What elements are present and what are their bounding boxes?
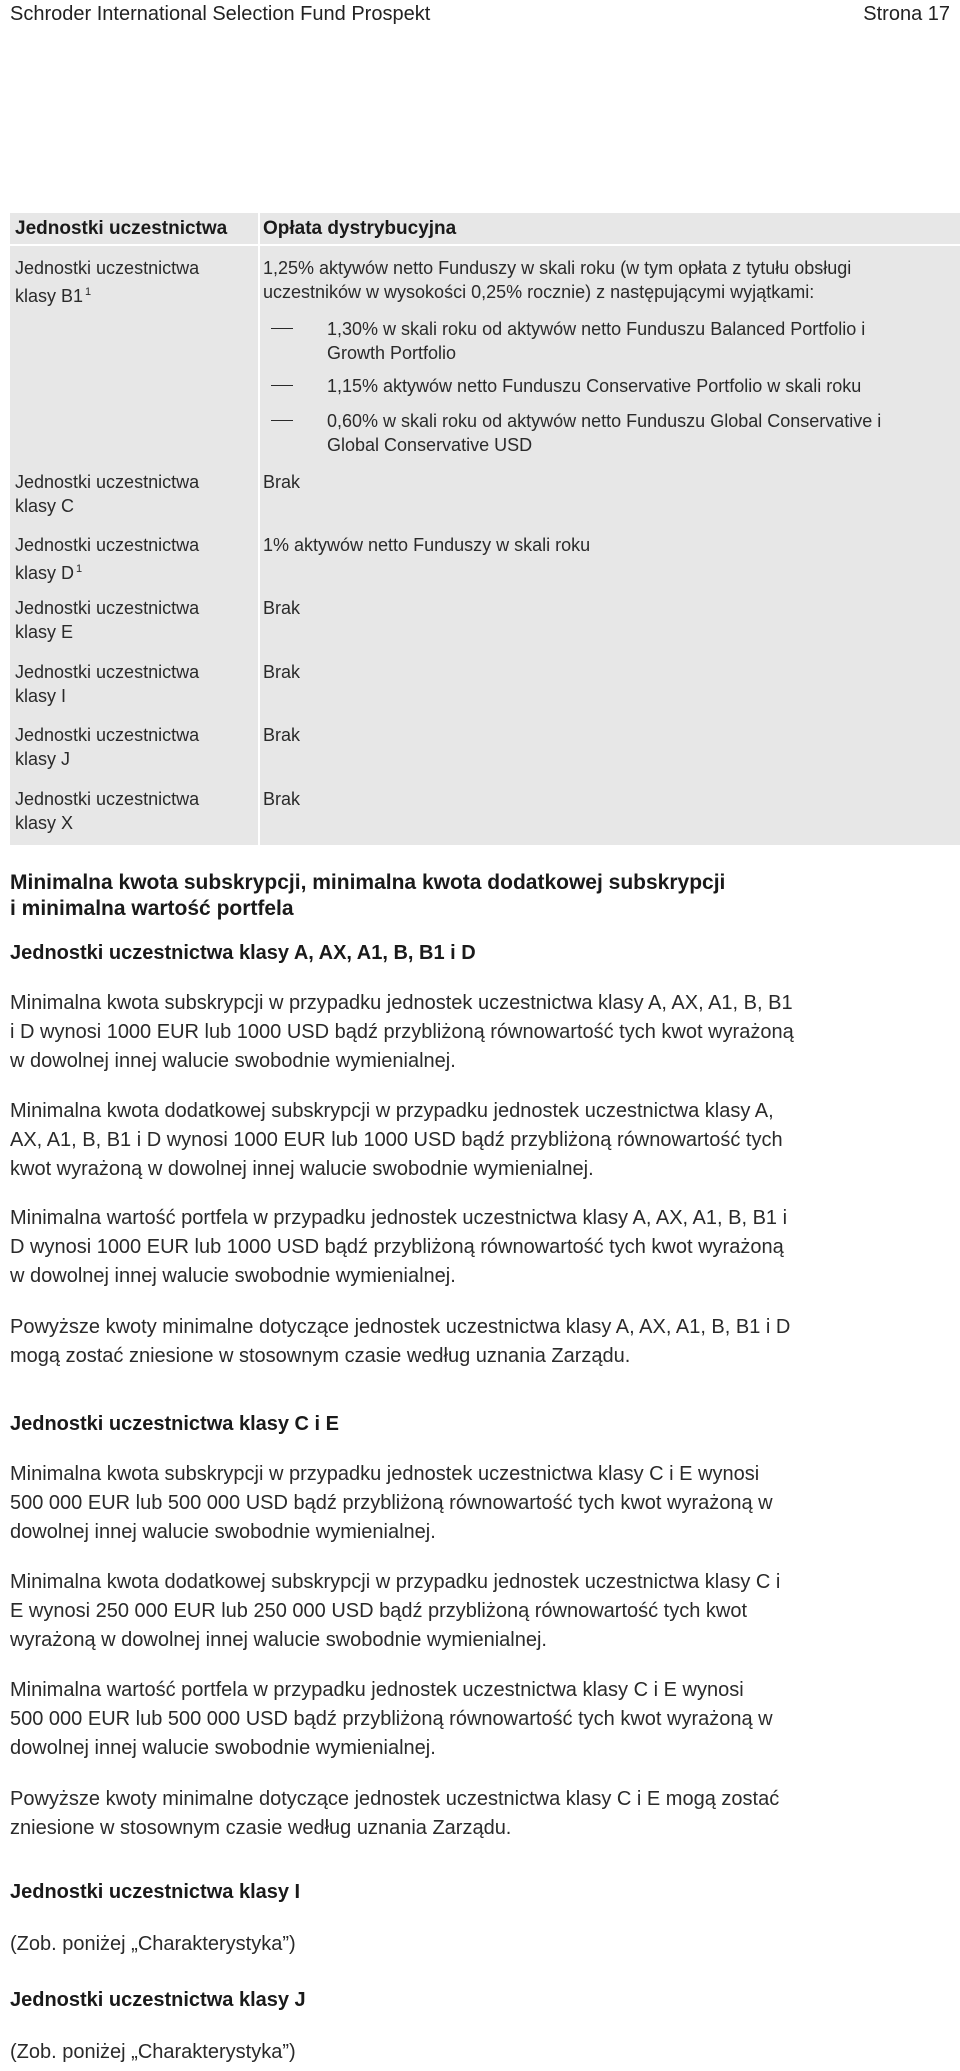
footnote-marker: 1 (76, 563, 83, 575)
fee-value: Brak (263, 789, 301, 809)
paragraph: Minimalna kwota subskrypcji w przypadku jednostek uczestnictwa klasy C i E wynosi 500 000 EUR lub 500 000 USD bądź przybliżoną równowartość tych kwot wyrażoną w dowolnej innej walucie swobodnie wymienialnej. (10, 1463, 773, 1543)
fee-value: Brak (263, 662, 301, 682)
share-class-label: Jednostki uczestnictwa klasy C (15, 472, 200, 516)
fee-value: Brak (263, 725, 301, 745)
share-class-label: Jednostki uczestnictwa klasy B1 $^1$ (15, 258, 200, 306)
subsection-title-j: Jednostki uczestnictwa klasy J (10, 1989, 306, 2011)
paragraph: Minimalna wartość portfela w przypadku jednostek uczestnictwa klasy A, AX, A1, B, B1 i D wynosi 1000 EUR lub 1000 USD bądź przybliżoną równowartość tych kwot wyrażoną w dowolnej innej walucie swobodnie wymienialnej. (10, 1207, 788, 1287)
share-class-label: Jednostki uczestnictwa klasy D $^1$ (15, 535, 200, 583)
fee-value: 1,25% aktywów netto Funduszy w skali roku (w tym opłata z tytułu obsługi uczestników w wysokości 0,25% rocznie) z następującymi wyjątkami: (263, 258, 852, 302)
fee-value: Brak (263, 472, 301, 492)
section-title: Minimalna kwota subskrypcji, minimalna kwota dodatkowej subskrypcji i minimalna wartość portfela (10, 871, 726, 920)
paragraph: Minimalna wartość portfela w przypadku jednostek uczestnictwa klasy C i E wynosi 500 000 EUR lub 500 000 USD bądź przybliżoną równowartość tych kwot wyrażoną w dowolnej innej walucie swobodnie wymienialnej. (10, 1679, 773, 1759)
paragraph: Minimalna kwota dodatkowej subskrypcji w przypadku jednostek uczestnictwa klasy C i E wynosi 250 000 EUR lub 250 000 USD bądź przybliżoną równowartość tych kwot wyrażoną w dowolnej innej walucie swobodnie wymienialnej. (10, 1571, 781, 1651)
subsection-title-a-ax-a1-b-b1-d: Jednostki uczestnictwa klasy A, AX, A1, B, B1 i D (10, 942, 476, 964)
share-class-label: Jednostki uczestnictwa klasy I (15, 662, 200, 706)
table-header-row (10, 213, 960, 246)
footnote-marker: 1 (85, 286, 92, 298)
paragraph: (Zob. poniżej „Charakterystyka”) (10, 1933, 296, 1955)
fee-value: Brak (263, 598, 301, 618)
header-distribution-fee: Opłata dystrybucyjna (263, 218, 457, 239)
exception-item: 1,30% w skali roku od aktywów netto Funduszu Balanced Portfolio i Growth Portfolio (263, 317, 953, 367)
distribution-fee-table (10, 213, 960, 845)
page-header (10, 0, 950, 32)
dash-bullet (271, 385, 293, 386)
paragraph: Minimalna kwota dodatkowej subskrypcji w przypadku jednostek uczestnictwa klasy A, AX, A1, B, B1 i D wynosi 1000 EUR lub 1000 USD bądź przybliżoną równowartość tych kwot wyrażoną w dowolnej innej walucie swobodnie wymienialnej. (10, 1100, 783, 1180)
page-number: Strona 17 (863, 3, 950, 25)
paragraph: Powyższe kwoty minimalne dotyczące jednostek uczestnictwa klasy A, AX, A1, B, B1 i D mogą zostać zniesione w stosownym czasie według uznania Zarządu. (10, 1316, 791, 1367)
document-title: Schroder International Selection Fund Prospekt (10, 3, 431, 25)
fee-value: 1% aktywów netto Funduszy w skali roku (263, 535, 591, 555)
column-divider (258, 213, 260, 845)
exception-item: 1,15% aktywów netto Funduszu Conservative Portfolio w skali roku (263, 374, 953, 400)
dash-bullet (271, 328, 293, 329)
paragraph: Powyższe kwoty minimalne dotyczące jednostek uczestnictwa klasy C i E mogą zostać zniesione w stosownym czasie według uznania Zarządu. (10, 1788, 780, 1839)
exception-item: 0,60% w skali roku od aktywów netto Funduszu Global Conservative i Global Conservative USD (263, 409, 953, 459)
header-share-class: Jednostki uczestnictwa (15, 218, 228, 239)
paragraph: Minimalna kwota subskrypcji w przypadku jednostek uczestnictwa klasy A, AX, A1, B, B1 i D wynosi 1000 EUR lub 1000 USD bądź przybliżoną równowartość tych kwot wyrażoną w dowolnej innej walucie swobodnie wymienialnej. (10, 992, 794, 1072)
paragraph: (Zob. poniżej „Charakterystyka”) (10, 2041, 296, 2063)
subsection-title-c-e: Jednostki uczestnictwa klasy C i E (10, 1413, 340, 1435)
dash-bullet (271, 420, 293, 421)
share-class-label: Jednostki uczestnictwa klasy J (15, 725, 200, 769)
share-class-label: Jednostki uczestnictwa klasy E (15, 598, 200, 642)
share-class-label: Jednostki uczestnictwa klasy X (15, 789, 200, 833)
subsection-title-i: Jednostki uczestnictwa klasy I (10, 1881, 301, 1903)
